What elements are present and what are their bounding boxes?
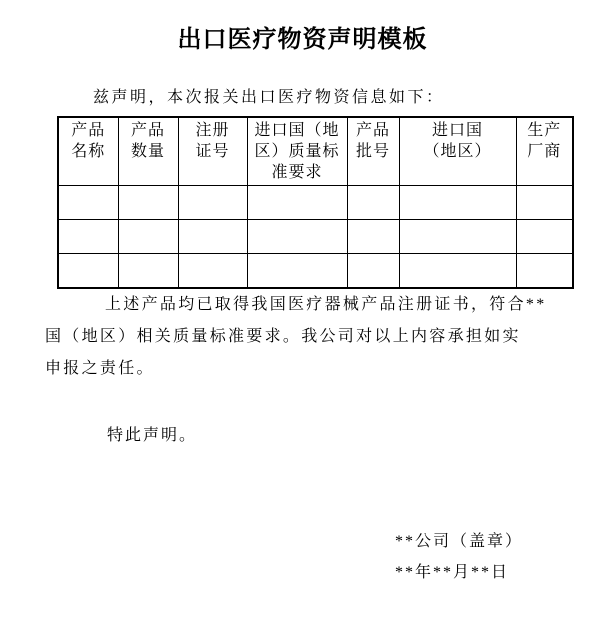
document-title: 出口医疗物资声明模板 xyxy=(177,27,428,53)
empty-cell xyxy=(118,254,178,289)
header-line: 进口国（地 xyxy=(254,122,340,139)
table-row xyxy=(58,186,573,220)
header-line: 产品 xyxy=(71,122,106,139)
header-line: 生产 xyxy=(527,122,562,139)
statement-line: 国（地区）相关质量标准要求。我公司对以上内容承担如实 xyxy=(45,328,521,345)
header-line: 进口国 xyxy=(431,122,483,139)
empty-cell xyxy=(399,186,516,220)
empty-cell xyxy=(58,186,118,220)
statement-line: 申报之责任。 xyxy=(45,360,155,377)
header-line: 证号 xyxy=(195,143,230,160)
empty-cell xyxy=(399,220,516,254)
empty-cell xyxy=(516,220,573,254)
empty-cell xyxy=(516,186,573,220)
table-row xyxy=(58,254,573,289)
empty-cell xyxy=(178,254,247,289)
empty-cell xyxy=(118,220,178,254)
header-line: 批号 xyxy=(355,143,390,160)
header-product-batch xyxy=(347,117,399,186)
header-import-country xyxy=(399,117,516,186)
signature-company: **公司（盖章） xyxy=(395,533,524,550)
table-empty-rows xyxy=(58,186,573,289)
empty-cell xyxy=(178,186,247,220)
header-line: 产品 xyxy=(355,122,390,139)
empty-cell xyxy=(399,254,516,289)
empty-cell xyxy=(247,220,347,254)
empty-cell xyxy=(347,186,399,220)
empty-cell xyxy=(178,220,247,254)
header-line: 数量 xyxy=(130,143,165,160)
header-registration-number xyxy=(178,117,247,186)
header-product-quantity xyxy=(118,117,178,186)
intro-statement: 兹声明，本次报关出口医疗物资信息如下： xyxy=(93,89,445,106)
declaration-paragraph xyxy=(45,289,547,385)
header-line: 产品 xyxy=(130,122,165,139)
table-header-row xyxy=(58,117,573,186)
header-manufacturer xyxy=(516,117,573,186)
empty-cell xyxy=(118,186,178,220)
header-line: 厂商 xyxy=(527,143,562,160)
table-row xyxy=(58,220,573,254)
header-product-name xyxy=(58,117,118,186)
signature-date: **年**月**日 xyxy=(395,564,510,581)
header-line: 准要求 xyxy=(271,164,323,181)
goods-info-table xyxy=(57,116,574,289)
empty-cell xyxy=(247,254,347,289)
closing-statement: 特此声明。 xyxy=(107,427,198,444)
empty-cell xyxy=(247,186,347,220)
empty-cell xyxy=(347,220,399,254)
header-line: 区）质量标 xyxy=(254,143,340,160)
header-line: （地区） xyxy=(423,143,492,160)
header-line: 注册 xyxy=(195,122,230,139)
empty-cell xyxy=(347,254,399,289)
header-line: 名称 xyxy=(71,143,106,160)
empty-cell xyxy=(58,220,118,254)
header-import-country-quality-standard xyxy=(247,117,347,186)
empty-cell xyxy=(58,254,118,289)
signature-block xyxy=(395,526,523,588)
statement-line: 上述产品均已取得我国医疗器械产品注册证书，符合** xyxy=(105,296,547,313)
empty-cell xyxy=(516,254,573,289)
